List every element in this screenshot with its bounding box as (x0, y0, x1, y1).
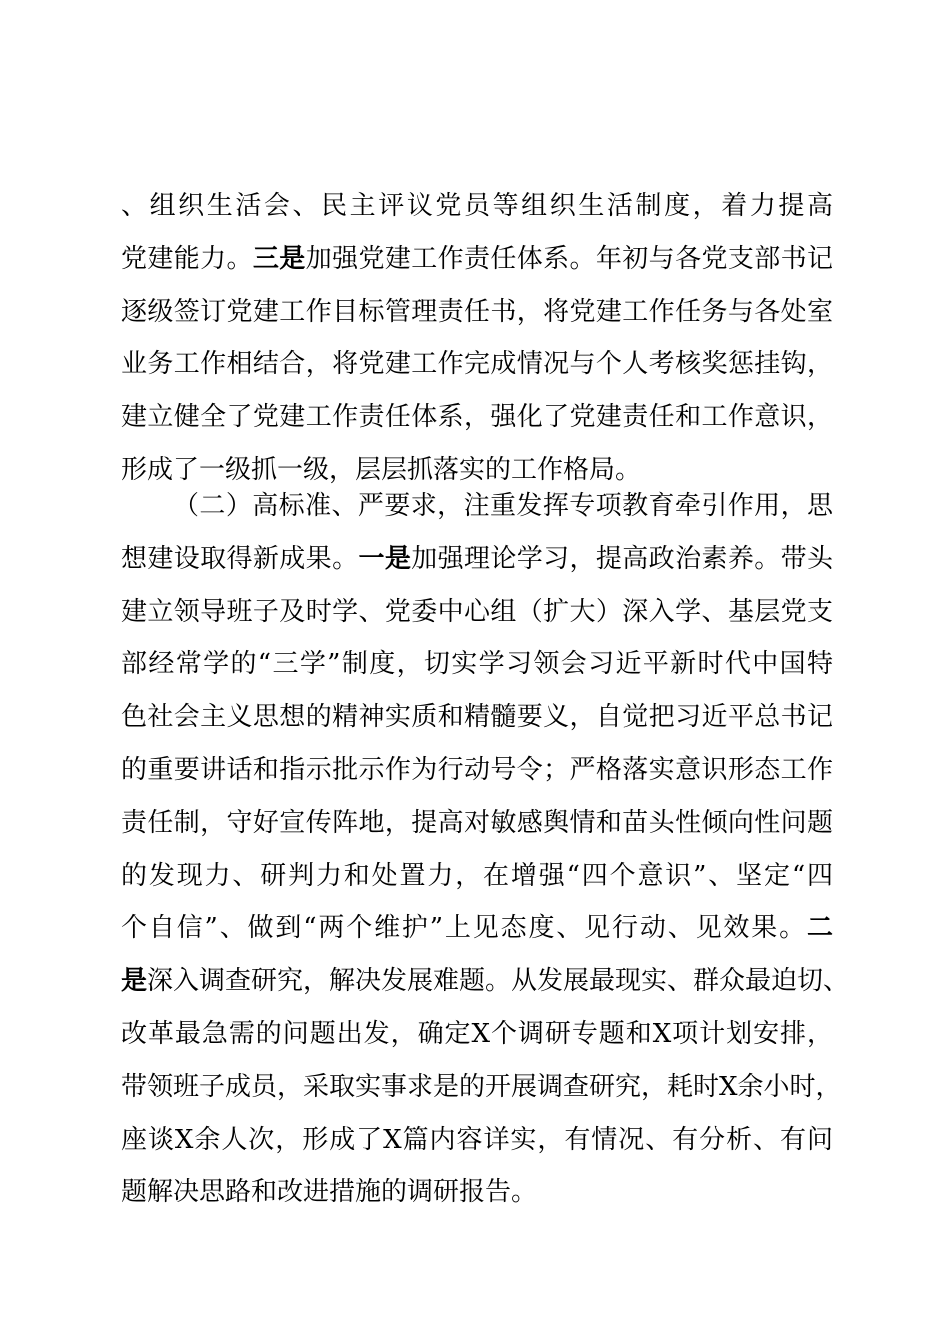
text-run: 加强党建工作责任体系。年初与各党支部书记 (305, 243, 833, 274)
text-line: 建立领导班子及时学、党委中心组（扩大）深入学、基层党支 (121, 596, 833, 627)
section-heading-line: （二）高标准、严要求，注重发挥专项教育牵引作用，思 (173, 491, 833, 521)
paragraph-party-building-responsibility (121, 180, 833, 497)
paragraph-ideological-building (121, 480, 850, 1219)
bold-keyword: 一是 (358, 543, 412, 574)
text-line: 、组织生活会、民主评议党员等组织生活制度，着力提高 (121, 191, 833, 221)
text-run: 个自信”、做到“两个维护”上见态度、见行动、见效果。 (121, 913, 807, 944)
text-line: 部经常学的“三学”制度，切实学习领会习近平新时代中国特 (121, 649, 833, 680)
text-line: 座谈X余人次，形成了X篇内容详实，有情况、有分析、有问 (121, 1124, 833, 1155)
text-line (121, 533, 833, 586)
text-line: 题解决思路和改进措施的调研报告。 (121, 1177, 538, 1208)
text-run: 深入调查研究，解决发展难题。从发展最现实、群众最迫切、 (147, 966, 850, 997)
text-line: 逐级签订党建工作目标管理责任书，将党建工作任务与各处室 (121, 296, 833, 327)
bold-keyword: 二 (806, 913, 833, 944)
text-line: 建立健全了党建工作责任体系，强化了党建责任和工作意识， (121, 402, 833, 433)
text-line: 的重要讲话和指示批示作为行动号令；严格落实意识形态工作 (121, 754, 833, 785)
text-line: 色社会主义思想的精神实质和精髓要义，自觉把习近平总书记 (121, 702, 833, 733)
text-line (121, 233, 833, 286)
text-line (121, 955, 850, 1008)
bold-keyword: 是 (121, 966, 148, 997)
text-run: 加强理论学习，提高政治素养。带头 (411, 543, 833, 574)
text-line: 带领班子成员，采取实事求是的开展调查研究，耗时X余小时， (121, 1071, 842, 1102)
bold-keyword: 三是 (252, 243, 306, 274)
text-line (121, 902, 833, 955)
text-run: 想建设取得新成果。 (121, 543, 359, 574)
text-line: 的发现力、研判力和处置力，在增强“四个意识”、坚定“四 (121, 860, 833, 891)
text-line: 形成了一级抓一级，层层抓落实的工作格局。 (121, 454, 642, 485)
text-run: 党建能力。 (121, 243, 253, 274)
text-line: 改革最急需的问题出发，确定X个调研专题和X项计划安排， (121, 1018, 833, 1049)
text-line: 责任制，守好宣传阵地，提高对敏感舆情和苗头性倾向性问题 (121, 807, 833, 838)
text-line: 业务工作相结合，将党建工作完成情况与个人考核奖惩挂钩， (121, 349, 833, 380)
